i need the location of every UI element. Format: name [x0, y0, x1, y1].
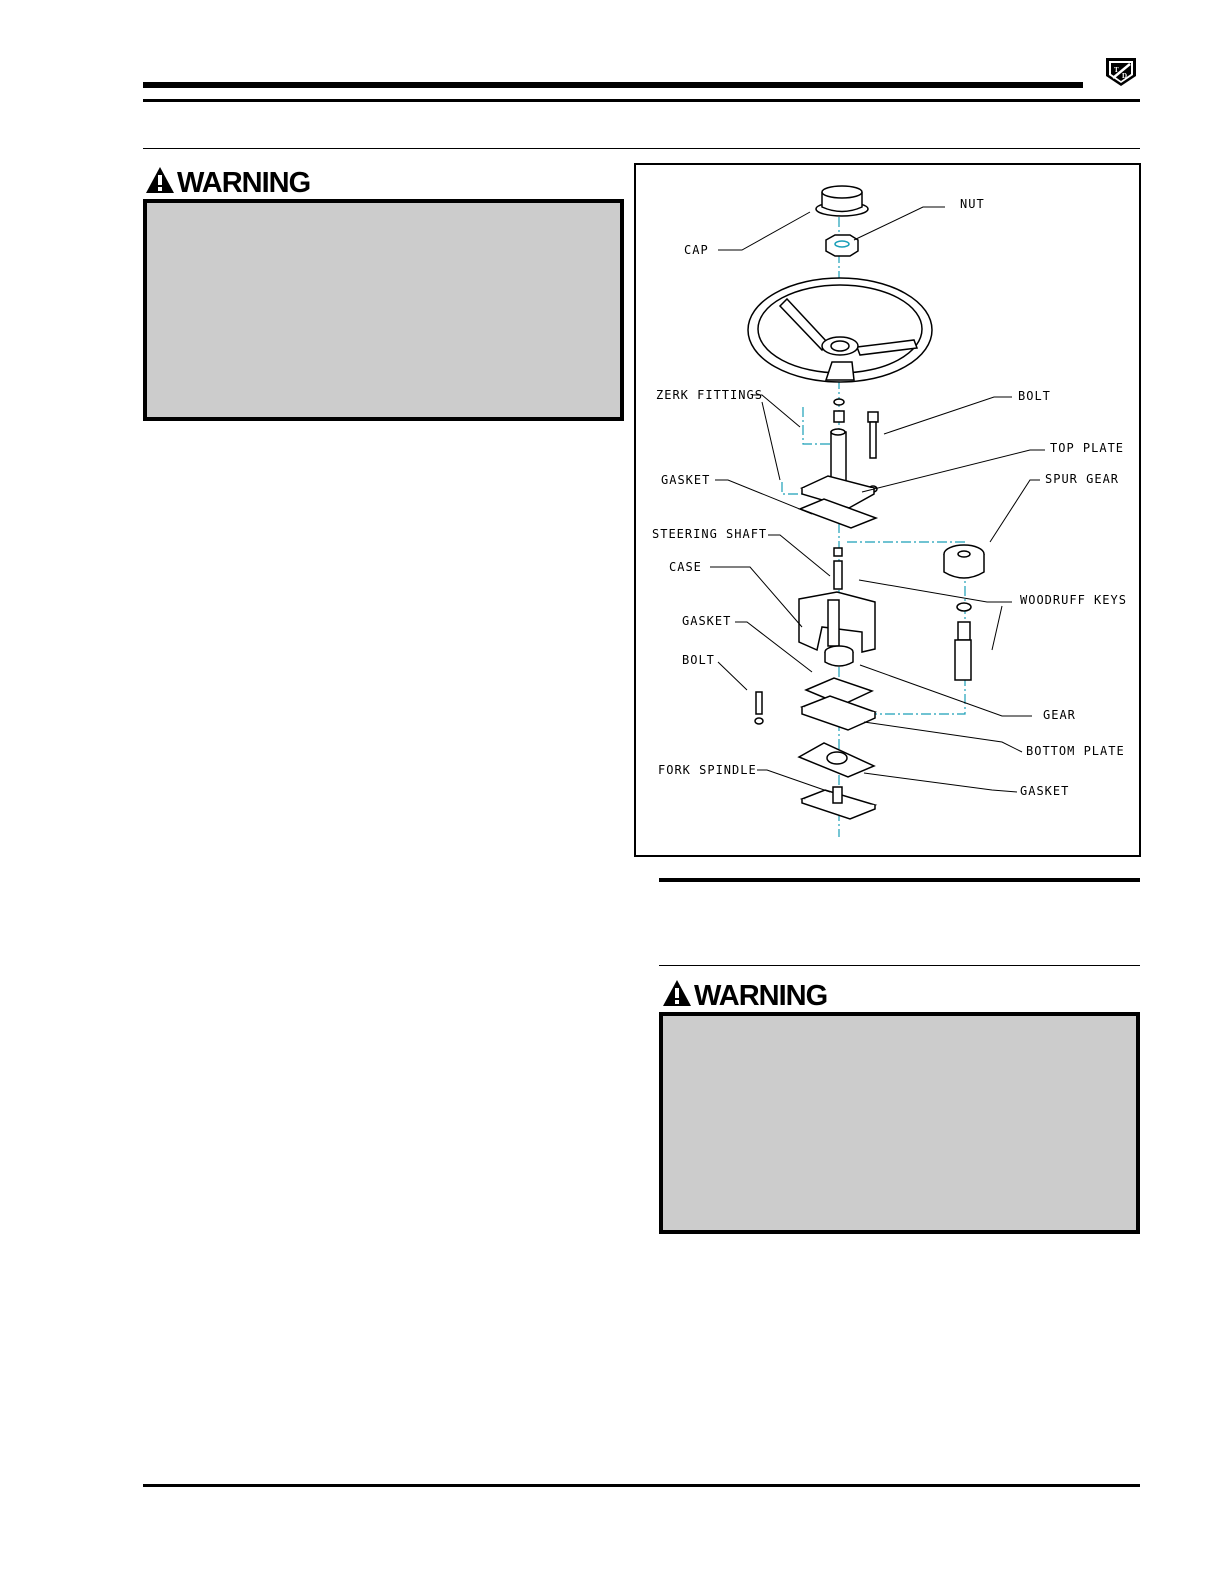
warning-title: WARNING — [694, 979, 828, 1012]
label-bolt-lower: BOLT — [682, 653, 715, 667]
label-gasket-bottom: GASKET — [1020, 784, 1070, 798]
label-cap: CAP — [684, 243, 709, 257]
section-rule-thick — [659, 878, 1140, 882]
warning-triangle-icon — [145, 166, 175, 200]
label-zerk-fittings: ZERK FITTINGS — [656, 388, 763, 402]
company-shield-logo-icon — [1104, 54, 1138, 88]
label-spur-gear: SPUR GEAR — [1045, 472, 1120, 486]
svg-text:T: T — [1114, 66, 1119, 74]
section-rule — [143, 148, 1140, 149]
label-fork-spindle: FORK SPINDLE — [658, 763, 757, 777]
label-gasket-top: GASKET — [661, 473, 711, 487]
label-woodruff-keys: WOODRUFF KEYS — [1020, 593, 1127, 607]
warning-heading-2 — [662, 979, 827, 1013]
header-rule-thick — [143, 82, 1083, 88]
label-case: CASE — [669, 560, 702, 574]
header-rule — [143, 99, 1140, 102]
label-gear: GEAR — [1043, 708, 1076, 722]
label-bolt-top: BOLT — [1018, 389, 1051, 403]
footer-rule — [143, 1484, 1140, 1487]
warning-box — [143, 199, 624, 421]
section-rule-thin — [659, 965, 1140, 966]
label-bottom-plate: BOTTOM PLATE — [1026, 744, 1125, 758]
steering-assembly-figure — [634, 163, 1141, 857]
label-steering-shaft: STEERING SHAFT — [652, 527, 768, 541]
label-top-plate: TOP PLATE — [1050, 441, 1125, 455]
warning-triangle-icon — [662, 979, 692, 1013]
label-gasket-mid: GASKET — [682, 614, 732, 628]
svg-text:D: D — [1122, 72, 1128, 80]
warning-heading — [145, 166, 310, 200]
warning-box-2 — [659, 1012, 1140, 1234]
label-nut: NUT — [960, 197, 985, 211]
warning-title: WARNING — [177, 166, 311, 199]
